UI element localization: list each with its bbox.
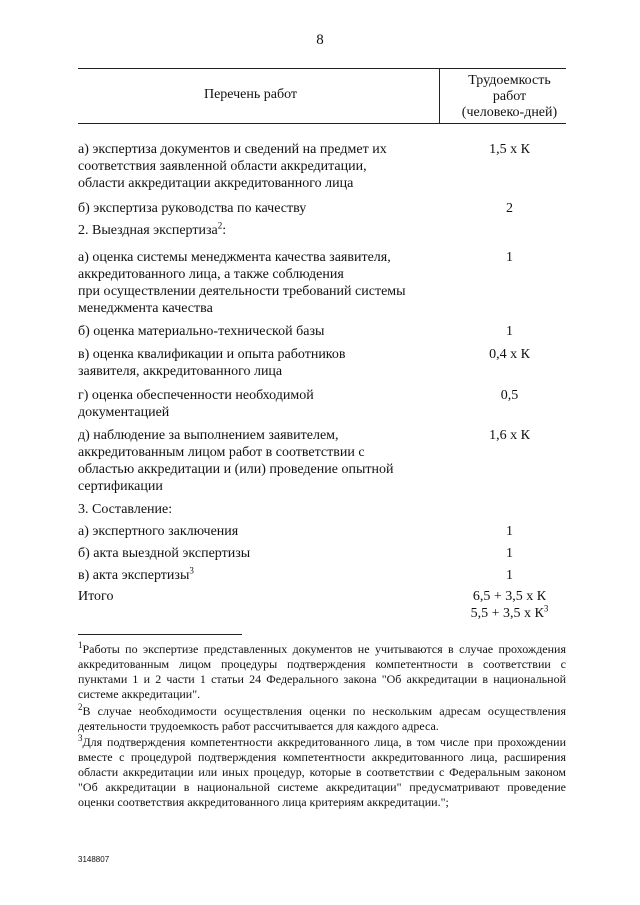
row-text-line: при осуществлении деятельности требований системы	[78, 284, 406, 299]
total-values	[453, 588, 566, 622]
footnote	[78, 735, 566, 810]
row-text-line: сертификации	[78, 479, 163, 494]
page-number: 8	[316, 32, 324, 48]
footnote-text: В случае необходимости осуществления оценки по нескольким адресам осуществления деятельности трудоемкость работ рассчитывается для каждого адреса.	[78, 704, 566, 733]
row-text	[78, 387, 433, 421]
footnote	[78, 642, 566, 702]
row-value: 0,5	[500, 388, 519, 403]
row-text-span: в) акта экспертизы	[78, 568, 190, 583]
footnote-mark: 3	[78, 733, 83, 743]
footnote-mark: 1	[78, 640, 83, 650]
row-text-line: аккредитованным лицом работ в соответствии с	[78, 445, 365, 460]
row-text-line: области аккредитации аккредитованного лица	[78, 176, 354, 191]
row-text-line: б) экспертиза руководства по качеству	[78, 201, 307, 216]
row-text	[78, 249, 433, 317]
row-text-line: 2. Выездная экспертиза$^2$:	[78, 220, 227, 238]
row-text-line	[78, 567, 433, 584]
row-text	[78, 523, 433, 540]
footnote-separator	[78, 634, 242, 635]
effort-header-line: Трудоемкость	[468, 73, 551, 88]
footnote	[78, 704, 566, 734]
total-value-line: 6,5 + 3,5 х К	[472, 589, 547, 604]
table-header	[78, 68, 566, 124]
effort-column-header	[453, 73, 566, 121]
row-text	[78, 501, 433, 518]
effort-header-line: работ	[492, 89, 527, 104]
row-value: 1	[506, 546, 513, 561]
row-value: 1,5 х К	[489, 142, 530, 157]
row-text-span: 2. Выездная экспертиза	[78, 223, 218, 238]
column-divider	[439, 69, 440, 123]
row-text-line: 3. Составление:	[78, 502, 173, 517]
works-column-header: Перечень работ	[203, 87, 298, 102]
row-text-line: заявителя, аккредитованного лица	[78, 364, 283, 379]
row-value: 1	[506, 568, 513, 583]
row-text-line: б) оценка материально-технической базы	[78, 324, 325, 339]
effort-header-line: (человеко-дней)	[461, 105, 558, 120]
row-text	[78, 427, 433, 495]
total-value-line	[453, 605, 566, 622]
row-text-line: документацией	[78, 405, 170, 420]
row-value: 1	[506, 524, 513, 539]
row-text	[78, 545, 433, 562]
row-text-line: а) экспертиза документов и сведений на предмет их	[78, 142, 387, 157]
footnote-text: Для подтверждения компетентности аккредитованного лица, в том числе при прохождении вместе с процедурой подтверждения компетентности аккредитованного лица, расширения области аккредитации или иных процедур, которые в соответствии с Федеральным законом "Об аккредитации в национальной системе аккредитации" предусматривают проведение оценки соответствия аккредитованного лица критериям аккредитации.";	[78, 735, 566, 809]
total-label: Итого	[78, 589, 114, 604]
row-text	[78, 567, 433, 584]
row-value: 1	[506, 250, 513, 265]
row-text	[78, 323, 433, 340]
row-value: 0,4 х К	[489, 347, 530, 362]
row-value: 1	[506, 324, 513, 339]
row-text	[78, 222, 433, 239]
row-text-line: соответствия заявленной области аккредитации,	[78, 159, 367, 174]
footnote-ref: 3	[543, 603, 549, 614]
row-text-line: а) экспертного заключения	[78, 524, 239, 539]
row-text-line: а) оценка системы менеджмента качества заявителя,	[78, 250, 391, 265]
row-text	[78, 346, 433, 380]
row-text-line: д) наблюдение за выполнением заявителем,	[78, 428, 339, 443]
row-text-line: аккредитованного лица, а также соблюдения	[78, 267, 344, 282]
row-value: 2	[506, 201, 513, 216]
row-text-line: в) оценка квалификации и опыта работников	[78, 347, 346, 362]
footnote-mark: 2	[78, 702, 83, 712]
document-id: 3148807	[78, 855, 110, 864]
row-text-line: б) акта выездной экспертизы	[78, 546, 251, 561]
row-text	[78, 141, 433, 192]
row-text-line: г) оценка обеспеченности необходимой	[78, 388, 314, 403]
total-value-span: 5,5 + 3,5 х К	[470, 606, 544, 621]
footnote-ref: 2	[217, 220, 223, 231]
footnote-ref: 3	[189, 565, 194, 576]
row-text-line: менеджмента качества	[78, 301, 213, 316]
row-text-line: областью аккредитации и (или) проведение опытной	[78, 462, 394, 477]
row-value: 1,6 х К	[489, 428, 530, 443]
row-text	[78, 200, 433, 217]
footnote-text: Работы по экспертизе представленных документов не учитываются в случае прохождения аккредитованным лицом процедуры подтверждения компетентности в соответствии с пунктами 1 и 2 части 1 статьи 24 Федерального закона "Об аккредитации в национальной системе аккредитации".	[78, 642, 566, 701]
